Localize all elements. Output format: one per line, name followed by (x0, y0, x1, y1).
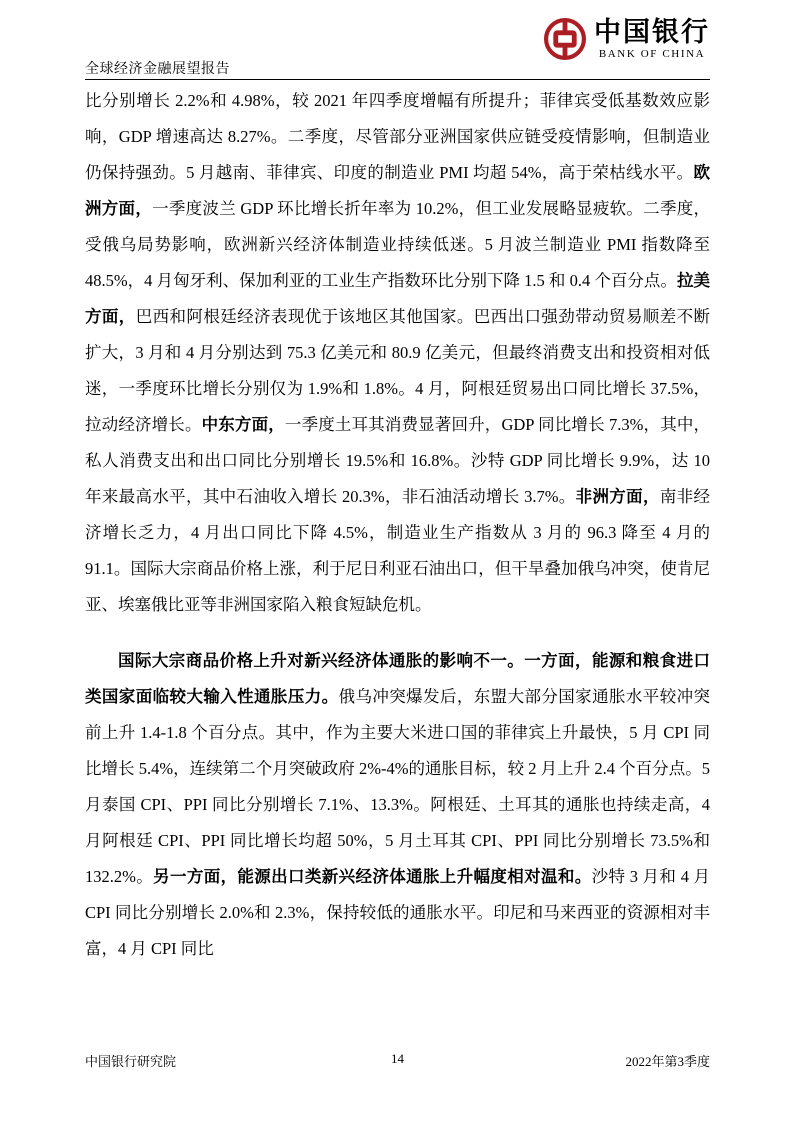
text-run: 沙特 3 月和 4 月 CPI 同比分别增长 2.0%和 2.3%，保持较低的通胀水平。印尼和马来西亚的资源相对丰富，4 月 CPI 同比 (85, 867, 711, 958)
page-footer (85, 1051, 710, 1071)
logo-name-en: BANK OF CHINA (598, 48, 706, 61)
text-run: 南非经济增长乏力，4 月出口同比下降 4.5%，制造业生产指数从 3 月的 96.3 降至 4 月的 91.1。国际大宗商品价格上涨，利于尼日利亚石油出口，但干旱叠加俄乌冲突，使肯尼亚、埃塞俄比亚等非洲国家陷入粮食短缺危机。 (85, 487, 710, 614)
report-header-title: 全球经济金融展望报告 (85, 62, 230, 77)
text-run-bold: 欧洲方面， (85, 163, 710, 218)
footer-issue: 2022年第3季度 (625, 1054, 710, 1069)
text-run: 一季度波兰 GDP 环比增长折年率为 10.2%，但工业发展略显疲软。二季度，受俄乌局势影响，欧洲新兴经济体制造业持续低迷。5 月波兰制造业 PMI 指数降至 48.5%，4 月匈牙利、保加利亚的工业生产指数环比分别下降 1.5 和 0.4 个百分点。 (85, 199, 711, 290)
body-text (85, 83, 710, 967)
text-run-bold: 非洲方面， (575, 487, 660, 506)
footer-institution: 中国银行研究院 (85, 1054, 177, 1069)
text-run: 比分别增长 2.2%和 4.98%，较 2021 年四季度增幅有所提升；菲律宾受低基数效应影响，GDP 增速高达 8.27%。二季度，尽管部分亚洲国家供应链受疫情影响，但制造业仍保持强劲。5 月越南、菲律宾、印度的制造业 PMI 均超 54%，高于荣枯线水平。 (85, 91, 710, 182)
text-run-bold: 中东方面， (201, 415, 285, 434)
paragraph-2 (85, 643, 710, 967)
logo-name-cn: 中国银行 (594, 16, 710, 47)
text-run-bold: 另一方面，能源出口类新兴经济体通胀上升幅度相对温和。 (153, 867, 592, 886)
text-run: 巴西和阿根廷经济表现优于该地区其他国家。巴西出口强劲带动贸易顺差不断扩大，3 月和 4 月分别达到 75.3 亿美元和 80.9 亿美元，但最终消费支出和投资相对低迷，一季度环比增长分别仅为 1.9%和 1.8%。4 月，阿根廷贸易出口同比增长 37.5%，拉动经济增长。 (85, 307, 711, 434)
text-run: 俄乌冲突爆发后，东盟大部分国家通胀水平较冲突前上升 1.4-1.8 个百分点。其中，作为主要大米进口国的菲律宾上升最快，5 月 CPI 同比增长 5.4%，连续第二个月突破政府 2%-4%的通胀目标，较 2 月上升 2.4 个百分点。5 月泰国 CPI、PPI 同比分别增长 7.1%、13.3%。阿根廷、土耳其的通胀也持续走高，4 月阿根廷 CPI、PPI 同比增长均超 50%，5 月土耳其 CPI、PPI 同比分别增长 73.5%和 132.2%。 (85, 687, 711, 886)
text-run-bold: 国际大宗商品价格上升对新兴经济体通胀的影响不一。一方面，能源和粮食进口类国家面临较大输入性通胀压力。 (85, 651, 710, 706)
text-run-bold: 拉美方面， (85, 271, 711, 326)
bank-of-china-logo (543, 17, 710, 61)
logo-wordmark (594, 18, 710, 60)
paragraph-1 (85, 83, 710, 623)
boc-coin-emblem-icon (543, 17, 587, 61)
text-run: 一季度土耳其消费显著回升，GDP 同比增长 7.3%，其中，私人消费支出和出口同比分别增长 19.5%和 16.8%。沙特 GDP 同比增长 9.9%，达 10 年来最高水平，其中石油收入增长 20.3%，非石油活动增长 3.7%。 (85, 415, 711, 506)
header-divider (85, 79, 710, 80)
page-number: 14 (391, 1051, 404, 1066)
